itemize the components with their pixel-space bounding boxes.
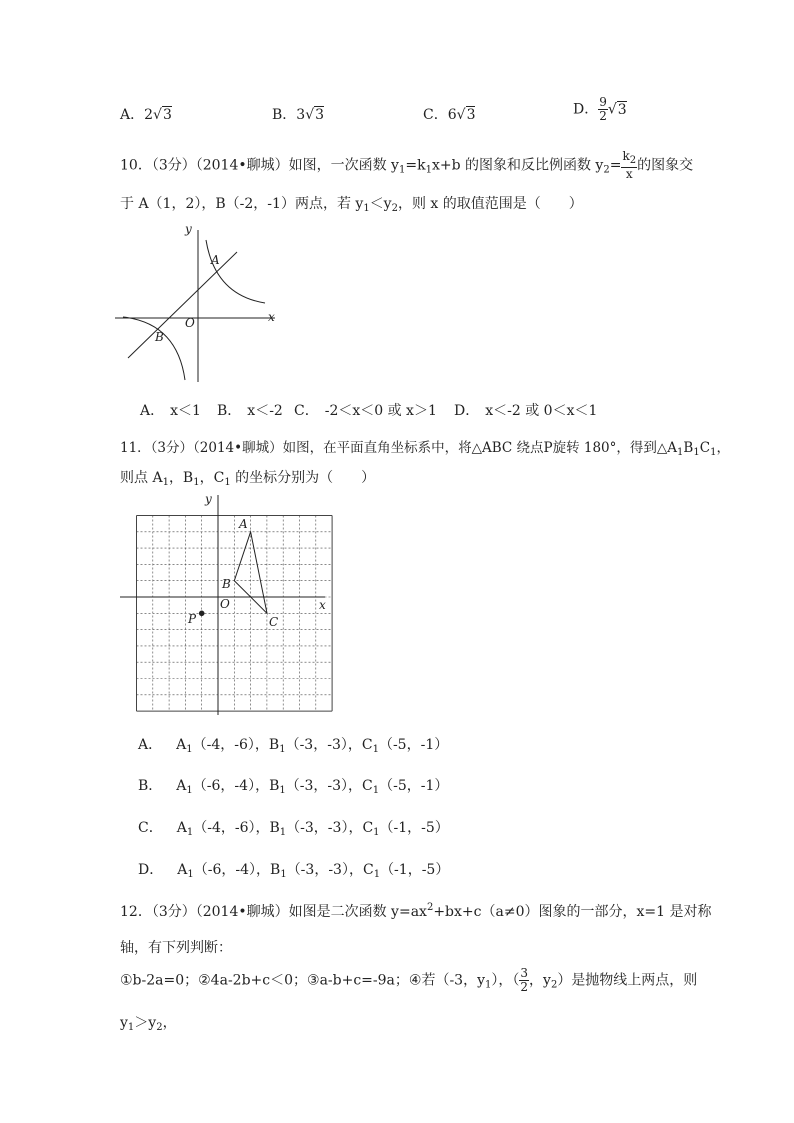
text: 10．（3分）（2014•聊城）如图，一次函数 y — [120, 157, 399, 174]
subscript: 1 — [224, 477, 231, 488]
point-b-label: B — [155, 330, 164, 344]
q9-option-d — [573, 96, 627, 123]
point-name: C — [361, 737, 373, 753]
text: +bx+c（a≠0）图象的一部分，x=1 是对称 — [433, 904, 712, 920]
point-c-label: C — [269, 615, 279, 629]
coefficient: 6 — [447, 107, 457, 123]
subscript: 1 — [363, 203, 370, 214]
subscript: 1 — [186, 827, 194, 838]
coord: （-1，-5） — [379, 820, 449, 836]
separator: ， — [348, 862, 363, 878]
q11-line-1 — [120, 436, 730, 458]
point-name: B — [269, 820, 280, 836]
subscript: 1 — [279, 785, 286, 796]
subscript: 1 — [193, 477, 200, 488]
text: ，则 x 的取值范围是（ ） — [397, 196, 583, 212]
q10-line-1 — [120, 150, 693, 181]
text: 的坐标分别为（ ） — [230, 470, 376, 486]
coord: （-4，-6） — [193, 820, 256, 836]
q9-option-c — [423, 104, 475, 124]
subscript: 1 — [425, 164, 432, 176]
q12-line-3 — [120, 967, 697, 994]
point-name: B — [270, 862, 281, 878]
q12-line-4 — [120, 1012, 177, 1033]
coord: （-6，-4） — [193, 862, 257, 878]
option-label: C． — [294, 403, 319, 419]
y-axis-label: y — [205, 492, 212, 506]
denominator: 2 — [520, 980, 529, 994]
sqrt-sign: √ — [456, 107, 466, 123]
text: = — [609, 157, 622, 174]
point-name: A — [176, 737, 187, 753]
text: 的图象交 — [637, 157, 694, 174]
text: 则点 A — [120, 470, 163, 486]
coefficient: 2 — [144, 107, 154, 123]
q12-line-1 — [120, 901, 711, 921]
text: ， — [716, 440, 730, 456]
text: 轴，有下列判断： — [120, 940, 232, 956]
y-axis-label: y — [185, 222, 192, 236]
text: ），（ — [491, 972, 520, 989]
q10-option-b — [217, 400, 283, 420]
q11-option-d — [138, 859, 449, 880]
radicand: 3 — [162, 107, 172, 123]
q10-option-c — [294, 400, 437, 420]
radicand: 3 — [315, 107, 325, 123]
point-name: C — [362, 820, 374, 836]
option-label: D． — [138, 862, 164, 878]
option-label: D． — [454, 403, 480, 419]
q11-option-c — [138, 817, 449, 838]
denominator: 2 — [599, 109, 607, 123]
option-text: x＜-2 — [247, 403, 283, 419]
x-axis-label: x — [268, 310, 275, 324]
hyperbola-branch-first-quadrant — [206, 240, 265, 303]
option-label: C． — [423, 107, 448, 123]
coord: （-5，-1） — [379, 778, 449, 794]
origin-label: O — [220, 597, 230, 611]
subscript: 1 — [186, 744, 193, 755]
q11-option-a — [138, 734, 448, 755]
point-name: A — [176, 778, 187, 794]
coord: （-3，-3） — [285, 778, 349, 794]
sqrt-sign: √ — [305, 107, 315, 123]
subscript: 1 — [279, 827, 287, 838]
origin-label: O — [185, 316, 195, 330]
separator: ， — [256, 862, 271, 878]
point-b-label: B — [222, 577, 231, 591]
superscript: 2 — [426, 902, 434, 913]
subscript: 1 — [280, 869, 287, 880]
sqrt-sign: √ — [607, 101, 617, 118]
point-a-label: A — [239, 517, 248, 531]
option-text: x＜1 — [170, 403, 201, 419]
point-p-label: P — [188, 612, 197, 626]
subscript: 2 — [391, 203, 398, 214]
hyperbola-branch-third-quadrant — [123, 317, 185, 380]
radicand: 3 — [466, 107, 476, 123]
point-name: C — [362, 778, 373, 794]
fraction — [621, 150, 637, 181]
sqrt-sign: √ — [153, 107, 162, 123]
coord: （-6，-4） — [192, 778, 256, 794]
point-name: A — [176, 820, 187, 836]
q11-line-2 — [120, 467, 375, 488]
coord: （-1，-5） — [380, 862, 450, 878]
text: ，B — [168, 470, 194, 486]
q11-option-b — [138, 775, 448, 796]
point-name: B — [268, 737, 280, 753]
option-label: A． — [120, 107, 145, 123]
text: ）是抛物线上两点，则 — [557, 972, 698, 989]
q10-line-2 — [120, 193, 583, 214]
q10-graph — [115, 220, 295, 390]
text: 11．（3分）（2014•聊城）如图，在平面直角坐标系中，将△ABC 绕点P旋转 180°，得到△A — [120, 440, 678, 456]
q12-line-2 — [120, 937, 232, 957]
x-axis-label: x — [319, 598, 326, 612]
coord: （-3，-3） — [286, 862, 349, 878]
separator: ， — [348, 778, 363, 794]
linear-function-line — [128, 252, 237, 358]
subscript: 1 — [162, 477, 169, 488]
option-text: x＜-2 或 0＜x＜1 — [485, 403, 598, 419]
option-label: A． — [138, 737, 163, 753]
option-label: B． — [138, 778, 163, 794]
separator: ， — [255, 778, 270, 794]
text: =k — [405, 157, 426, 174]
subscript: 1 — [186, 785, 193, 796]
separator: ， — [254, 737, 269, 753]
subscript: 1 — [398, 164, 406, 176]
text: ＜y — [369, 196, 392, 212]
subscript: 1 — [677, 447, 684, 458]
subscript: 2 — [629, 155, 637, 166]
q9-option-b — [272, 104, 324, 124]
text: ，C — [199, 470, 225, 486]
point-name: A — [177, 862, 188, 878]
text: 12．（3分）（2014•聊城）如图是二次函数 y=ax — [120, 904, 427, 920]
subscript: 1 — [127, 1022, 135, 1033]
q9-option-a — [120, 104, 172, 124]
subscript: 1 — [485, 979, 492, 991]
separator: ， — [348, 820, 363, 836]
option-label: A． — [140, 403, 165, 419]
option-label: B． — [272, 107, 297, 123]
subscript: 1 — [373, 869, 381, 880]
coefficient: 3 — [296, 107, 306, 123]
subscript: 1 — [693, 447, 700, 458]
fraction — [598, 96, 608, 123]
coord: （-5，-1） — [378, 737, 449, 753]
subscript: 1 — [373, 827, 380, 838]
option-label: D． — [573, 101, 599, 118]
text: x+b 的图象和反比例函数 y — [431, 157, 604, 174]
option-label: B． — [217, 403, 242, 419]
text: y — [120, 1015, 128, 1031]
grid — [137, 516, 333, 712]
subscript: 1 — [279, 744, 286, 755]
point-p — [199, 611, 205, 617]
numerator: 9 — [599, 95, 607, 109]
text: ＞y — [134, 1015, 157, 1031]
point-name: C — [362, 862, 374, 878]
text: ， — [162, 1015, 177, 1031]
numerator — [621, 150, 637, 168]
text: B — [683, 440, 694, 456]
point-a-label: A — [211, 253, 220, 267]
subscript: 2 — [603, 164, 610, 176]
subscript: 2 — [156, 1022, 163, 1033]
coord: （-3，-3） — [286, 820, 349, 836]
subscript: 2 — [550, 979, 558, 991]
denominator: x — [625, 167, 633, 181]
subscript: 1 — [187, 869, 194, 880]
separator: ， — [255, 820, 270, 836]
numerator-text: k — [622, 149, 630, 163]
q11-graph — [115, 490, 340, 720]
text: 于 A（1，2），B（-2，-1）两点，若 y — [120, 196, 364, 212]
option-text: -2＜x＜0 或 x＞1 — [324, 403, 437, 419]
option-label: C． — [138, 820, 163, 836]
numerator: 3 — [520, 966, 529, 980]
coord: （-4，-6） — [192, 737, 255, 753]
separator: ， — [347, 737, 362, 753]
q10-option-d — [454, 400, 597, 420]
q10-option-a — [140, 400, 201, 420]
point-name: B — [269, 778, 280, 794]
text: ①b-2a=0；②4a-2b+c＜0；③a-b+c=-9a；④若（-3，y — [120, 972, 485, 989]
text: C — [699, 440, 711, 456]
text: ，y — [529, 972, 551, 989]
subscript: 1 — [372, 785, 380, 796]
subscript: 1 — [710, 447, 717, 458]
fraction — [519, 967, 529, 994]
subscript: 1 — [372, 744, 379, 755]
radicand: 3 — [617, 101, 627, 118]
coord: （-3，-3） — [285, 737, 348, 753]
